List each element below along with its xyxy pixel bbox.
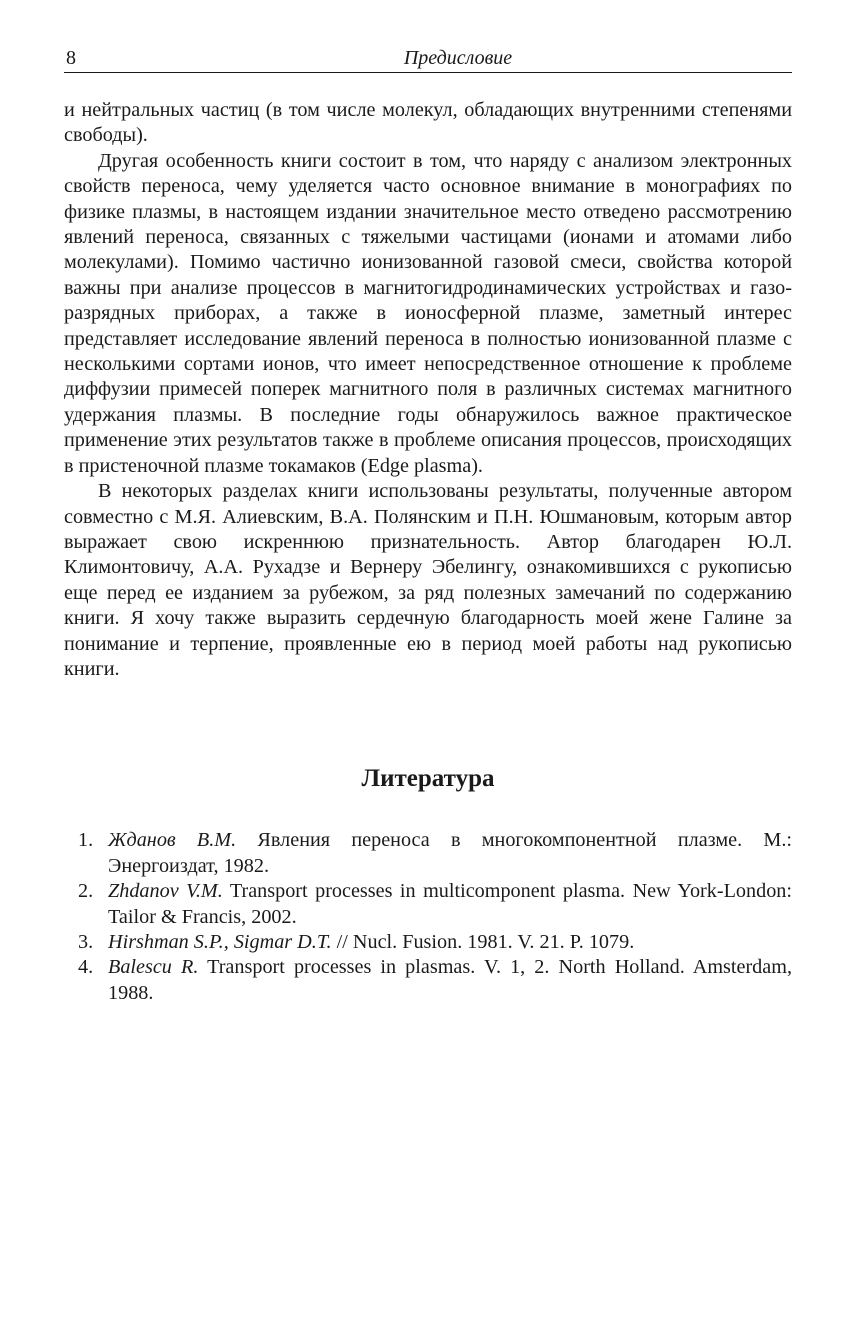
reference-number: 3. — [78, 930, 94, 953]
paragraph: Другая особенность книги состоит в том, что наряду с анализом электронных свойств переноса, чему уделяется часто основное внимание в монографиях по физике плазмы, в настоящем издании значительное место отведено рассмотрению явлений переноса, связанных с тяжелыми частицами (ионами и атомами либо молекулами). Помимо частично ионизованной газовой смеси, свойства которой важны при анализе процессов в магнитогидродинамических устройствах и газоразрядных приборах, а также в ионосферной плазме, заметный интерес представляет исследование явлений переноса в полностью ионизованной плазме с несколькими сортами ионов, что имеет непосредственное отношение к проблеме диффузии примесей поперек магнитного поля в различных системах магнитного удержания плазмы. В последние годы обнаружилось важное практическое применение этих результатов также в проблеме описания процессов, происходящих в пристеночной плазме токамаков (Edge plasma). — [64, 149, 792, 477]
references-heading: Литература — [361, 765, 495, 793]
reference-authors: Жданов В.М. — [108, 829, 237, 852]
reference-authors: Hirshman S.P., Sigmar D.T. — [108, 930, 332, 953]
reference-item — [64, 930, 792, 955]
reference-text: // Nucl. Fusion. 1981. V. 21. P. 1079. — [331, 930, 635, 953]
paragraph-continuation: и нейтральных частиц (в том числе молекул, обладающих внутренними степенями свободы). — [64, 99, 792, 147]
reference-authors: Zhdanov V.M. — [108, 880, 223, 903]
reference-number: 4. — [78, 956, 94, 979]
reference-number: 2. — [78, 880, 94, 903]
reference-text: Transport processes in plasmas. V. 1, 2. North Holland. Amsterdam, 1988. — [108, 956, 792, 1004]
preface-body — [64, 98, 792, 682]
reference-text: Явления переноса в многокомпонентной плазме. М.: Энергоиздат, 1982. — [108, 829, 792, 877]
reference-list — [64, 828, 792, 1006]
reference-item — [64, 955, 792, 1006]
book-page — [64, 44, 792, 1006]
reference-text: Transport processes in multicomponent plasma. New York-London: Tailor & Francis, 2002. — [108, 880, 792, 928]
reference-item — [64, 828, 792, 879]
reference-authors: Balescu R. — [108, 956, 199, 979]
running-title: Предисловие — [403, 47, 513, 69]
running-head — [64, 44, 792, 73]
reference-item — [64, 879, 792, 930]
page-number: 8 — [66, 47, 76, 69]
reference-number: 1. — [78, 829, 94, 852]
paragraph: В некоторых разделах книги использованы результаты, полученные автором совместно с М.Я. Алиевским, В.А. Полянским и П.Н. Юшмановым, которым автор выражает свою искреннюю признательность. Автор благодарен Ю.Л. Климонтовичу, А.А. Рухадзе и Вернеру Эбелингу, ознакомившихся с рукописью еще перед ее изданием за рубежом, за ряд полезных замечаний по содержанию книги. Я хочу также выразить сердечную благодарность моей жене Галине за понимание и терпение, проявленные ею в период моей работы над рукописью книги. — [64, 480, 792, 680]
